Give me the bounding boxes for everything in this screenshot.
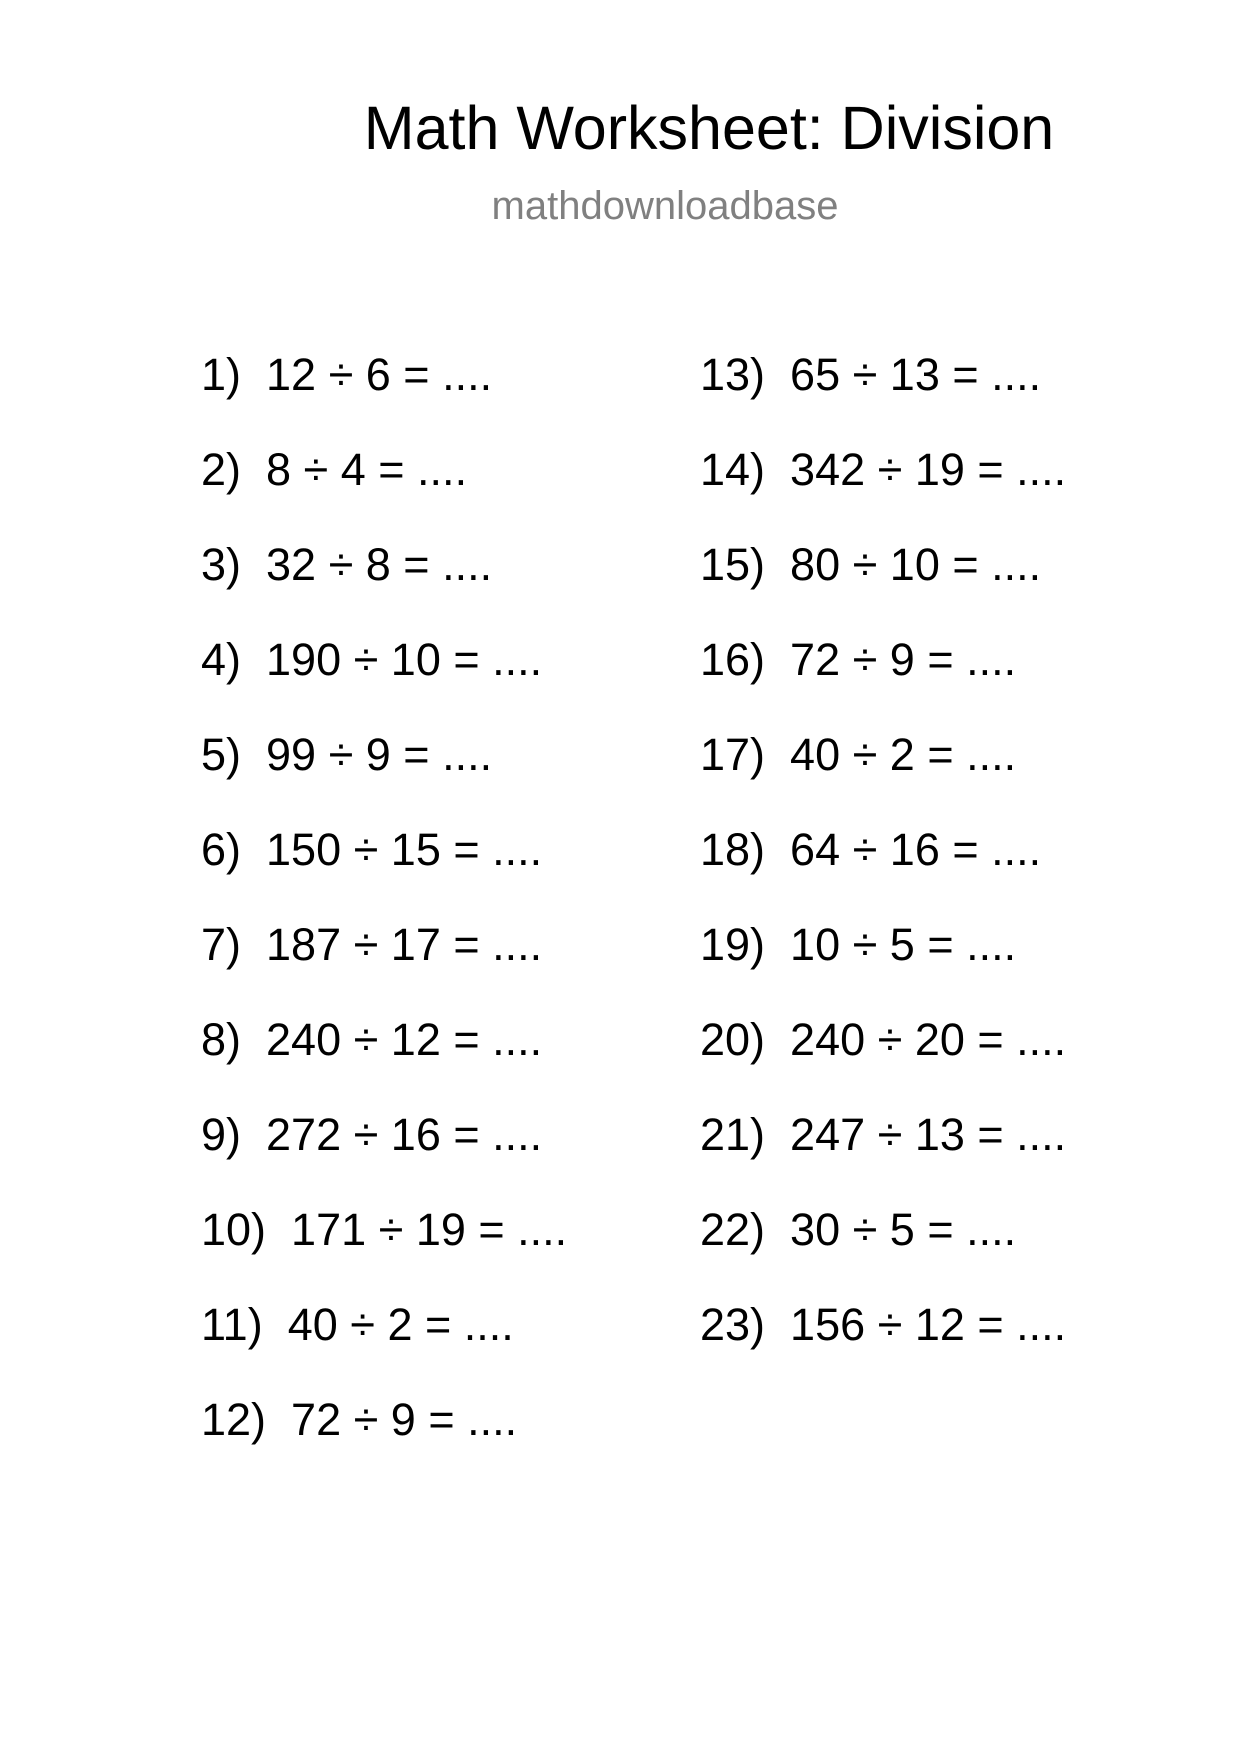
problems-column-right: [700, 349, 1067, 1397]
problem-item: 12) 72 ÷ 9 = ....: [201, 1394, 518, 1445]
problem-item: 23) 156 ÷ 12 = ....: [700, 1299, 1067, 1350]
problem-item: 8) 240 ÷ 12 = ....: [201, 1014, 543, 1065]
page-title: Math Worksheet: Division: [363, 94, 1055, 162]
problem-item: 22) 30 ÷ 5 = ....: [700, 1204, 1017, 1255]
problem-item: 15) 80 ÷ 10 = ....: [700, 539, 1042, 590]
problem-item: 10) 171 ÷ 19 = ....: [201, 1204, 568, 1255]
page-subtitle: mathdownloadbase: [491, 184, 839, 228]
problem-item: 5) 99 ÷ 9 = ....: [201, 729, 493, 780]
problem-item: 13) 65 ÷ 13 = ....: [700, 349, 1042, 400]
problem-item: 21) 247 ÷ 13 = ....: [700, 1109, 1067, 1160]
problem-item: 16) 72 ÷ 9 = ....: [700, 634, 1017, 685]
problem-item: 7) 187 ÷ 17 = ....: [201, 919, 543, 970]
problems-column-left: [201, 349, 568, 1492]
problem-item: 3) 32 ÷ 8 = ....: [201, 539, 493, 590]
problem-item: 4) 190 ÷ 10 = ....: [201, 634, 543, 685]
problem-item: 2) 8 ÷ 4 = ....: [201, 444, 468, 495]
problem-item: 6) 150 ÷ 15 = ....: [201, 824, 543, 875]
problem-item: 1) 12 ÷ 6 = ....: [201, 349, 493, 400]
problem-item: 19) 10 ÷ 5 = ....: [700, 919, 1017, 970]
problem-item: 17) 40 ÷ 2 = ....: [700, 729, 1017, 780]
problem-item: 14) 342 ÷ 19 = ....: [700, 444, 1067, 495]
problem-item: 9) 272 ÷ 16 = ....: [201, 1109, 543, 1160]
problem-item: 11) 40 ÷ 2 = ....: [201, 1299, 514, 1350]
problem-item: 20) 240 ÷ 20 = ....: [700, 1014, 1067, 1065]
problem-item: 18) 64 ÷ 16 = ....: [700, 824, 1042, 875]
